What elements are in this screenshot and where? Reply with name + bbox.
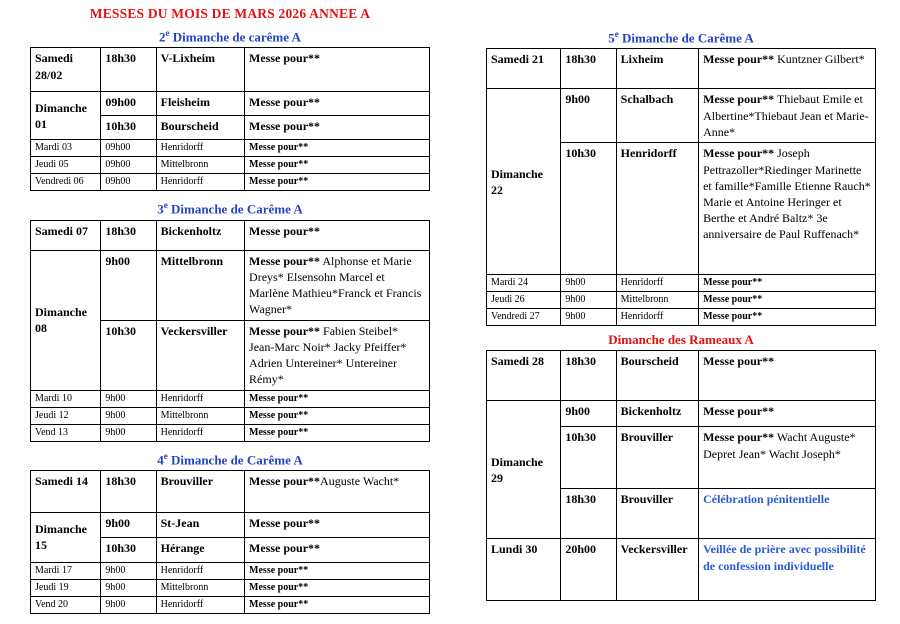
intention-names: Fabien Steibel* Jean-Marc Noir* Jacky Pfeiffer* Adrien Untereiner* Untereiner Rémy*	[249, 323, 407, 387]
table-row	[31, 140, 430, 157]
place-cell: Henridorff	[156, 390, 244, 407]
intention-cell	[699, 351, 876, 401]
day-cell: Dimanche 01	[31, 92, 101, 140]
time-cell: 9h00	[561, 89, 616, 143]
messe-label: Messe pour**	[249, 142, 309, 154]
place-cell: Veckersviller	[616, 539, 698, 601]
time-cell: 09h00	[101, 92, 156, 116]
place-cell: Henridorff	[156, 140, 244, 157]
section-heading: 4e Dimanche de Carême A	[157, 450, 303, 467]
messe-label: Messe pour**	[249, 323, 321, 338]
place-cell: Mittelbronn	[156, 579, 244, 596]
ordinal-suffix: e	[163, 200, 168, 211]
intention-cell	[245, 562, 430, 579]
time-cell: 9h00	[561, 275, 616, 292]
time-cell: 9h00	[561, 401, 616, 427]
place-cell: Bickenholtz	[616, 401, 698, 427]
intention-names: Thiebaut Emile et Albertine*Thiebaut Jean et Marie-Anne*	[703, 92, 869, 139]
messe-label: Messe pour**	[249, 95, 321, 110]
day-cell: Vend 20	[31, 596, 101, 613]
time-cell: 9h00	[101, 596, 156, 613]
messe-label: Messe pour**	[703, 354, 775, 369]
time-cell: 18h30	[101, 470, 156, 512]
intention-cell	[245, 537, 430, 562]
place-cell: Mittelbronn	[156, 407, 244, 424]
intention-cell	[245, 220, 430, 250]
time-cell: 9h00	[101, 512, 156, 537]
day-cell: Vend 13	[31, 424, 101, 441]
place-cell: Brouviller	[156, 470, 244, 512]
table-row	[31, 390, 430, 407]
intention-cell	[699, 309, 876, 326]
time-cell: 18h30	[101, 48, 156, 92]
schedule-section	[486, 26, 876, 326]
time-cell: 18h30	[561, 489, 616, 539]
time-cell: 9h00	[101, 579, 156, 596]
day-cell: Jeudi 26	[487, 292, 561, 309]
place-cell: Hérange	[156, 537, 244, 562]
time-cell: 9h00	[101, 250, 156, 320]
schedule-table	[30, 47, 430, 191]
table-row	[31, 92, 430, 116]
place-cell: Mittelbronn	[616, 292, 698, 309]
table-row	[31, 407, 430, 424]
special-note: Veillée de prière avec possibilité de confession individuelle	[703, 542, 866, 573]
intention-names: Kuntzner Gilbert*	[774, 52, 865, 67]
place-cell: Brouviller	[616, 427, 698, 489]
intention-cell	[245, 390, 430, 407]
day-cell: Dimanche 15	[31, 512, 101, 562]
table-row	[487, 401, 876, 427]
place-cell: Henridorff	[616, 309, 698, 326]
intention-names: Auguste Wacht*	[320, 473, 400, 488]
special-note: Célébration pénitentielle	[703, 492, 830, 507]
day-cell: Mardi 10	[31, 390, 101, 407]
messe-label: Messe pour**	[703, 146, 775, 161]
messe-label: Messe pour**	[249, 176, 309, 188]
intention-cell	[245, 579, 430, 596]
place-cell: Veckersviller	[156, 320, 244, 390]
time-cell: 9h00	[561, 309, 616, 326]
place-cell: Henridorff	[156, 424, 244, 441]
place-cell: Henridorff	[616, 143, 698, 275]
table-row	[487, 275, 876, 292]
time-cell: 10h30	[101, 537, 156, 562]
time-cell: 18h30	[561, 49, 616, 89]
messe-label: Messe pour**	[703, 294, 763, 306]
intention-cell	[699, 49, 876, 89]
table-row	[31, 512, 430, 537]
intention-cell	[245, 470, 430, 512]
table-row	[31, 48, 430, 92]
place-cell: Henridorff	[156, 596, 244, 613]
messe-label: Messe pour**	[249, 159, 309, 171]
intention-cell	[245, 116, 430, 140]
day-cell: Samedi 21	[487, 49, 561, 89]
messe-label: Messe pour**	[249, 473, 321, 488]
table-row	[31, 174, 430, 191]
intention-cell	[245, 512, 430, 537]
ordinal-suffix: e	[165, 28, 170, 38]
place-cell: Schalbach	[616, 89, 698, 143]
intention-names: Joseph Pettrazoller*Riedinger Marinette et famille*Famille Etienne Rauch* Marie et Antoine Heringer et Berthe et André Baltz* 3e anniversaire de Paul Ruffenach*	[703, 146, 871, 242]
section-heading: 3e Dimanche de Carême A	[157, 200, 303, 217]
place-cell: Bickenholtz	[156, 220, 244, 250]
table-row	[487, 292, 876, 309]
day-cell: Mardi 17	[31, 562, 101, 579]
table-row	[487, 89, 876, 143]
messe-label: Messe pour**	[703, 311, 763, 323]
messe-label: Messe pour**	[249, 564, 309, 576]
table-row	[31, 470, 430, 512]
schedule-table	[30, 470, 430, 614]
place-cell: Brouviller	[616, 489, 698, 539]
table-row	[31, 250, 430, 320]
time-cell: 10h30	[101, 116, 156, 140]
table-row	[31, 220, 430, 250]
intention-cell	[245, 424, 430, 441]
place-cell: Henridorff	[156, 174, 244, 191]
day-cell: Mardi 24	[487, 275, 561, 292]
time-cell: 09h00	[101, 157, 156, 174]
messe-label: Messe pour**	[249, 119, 321, 134]
time-cell: 18h30	[101, 220, 156, 250]
day-cell: Samedi 28	[487, 351, 561, 401]
messe-label: Messe pour**	[703, 52, 775, 67]
day-cell: Samedi 14	[31, 470, 101, 512]
table-row	[487, 351, 876, 401]
right-column	[486, 6, 876, 620]
intention-cell	[245, 48, 430, 92]
intention-cell	[245, 407, 430, 424]
time-cell: 20h00	[561, 539, 616, 601]
intention-cell	[699, 489, 876, 539]
time-cell: 09h00	[101, 174, 156, 191]
messe-label: Messe pour**	[703, 277, 763, 289]
messe-label: Messe pour**	[703, 92, 775, 107]
table-row	[31, 157, 430, 174]
place-cell: Fleisheim	[156, 92, 244, 116]
intention-cell	[245, 320, 430, 390]
messe-label: Messe pour**	[249, 540, 321, 555]
time-cell: 10h30	[101, 320, 156, 390]
section-heading: 2e Dimanche de carême A	[159, 28, 301, 45]
day-cell: Dimanche 22	[487, 89, 561, 275]
section-heading: 5e Dimanche de Carême A	[608, 29, 754, 46]
left-column	[30, 6, 430, 620]
intention-cell	[245, 157, 430, 174]
table-row	[487, 309, 876, 326]
schedule-table	[30, 220, 430, 442]
place-cell: Henridorff	[616, 275, 698, 292]
intention-cell	[245, 140, 430, 157]
day-cell: Jeudi 05	[31, 157, 101, 174]
time-cell: 10h30	[561, 427, 616, 489]
day-cell: Lundi 30	[487, 539, 561, 601]
place-cell: St-Jean	[156, 512, 244, 537]
intention-cell	[699, 427, 876, 489]
ordinal-suffix: e	[163, 450, 168, 461]
schedule-section	[486, 332, 876, 601]
table-row	[31, 562, 430, 579]
place-cell: Bourscheid	[616, 351, 698, 401]
table-row	[487, 539, 876, 601]
time-cell: 10h30	[561, 143, 616, 275]
time-cell: 9h00	[101, 407, 156, 424]
day-cell: Jeudi 12	[31, 407, 101, 424]
ordinal-suffix: e	[614, 29, 619, 39]
place-cell: V-Lixheim	[156, 48, 244, 92]
intention-cell	[245, 92, 430, 116]
place-cell: Henridorff	[156, 562, 244, 579]
day-cell: Jeudi 19	[31, 579, 101, 596]
day-cell: Dimanche 08	[31, 250, 101, 390]
day-cell: Mardi 03	[31, 140, 101, 157]
day-cell: Vendredi 06	[31, 174, 101, 191]
place-cell: Mittelbronn	[156, 157, 244, 174]
place-cell: Lixheim	[616, 49, 698, 89]
time-cell: 9h00	[101, 562, 156, 579]
messe-label: Messe pour**	[249, 409, 309, 421]
messe-label: Messe pour**	[249, 598, 309, 610]
table-row	[31, 596, 430, 613]
schedule-section	[30, 448, 430, 614]
day-cell: Samedi 07	[31, 220, 101, 250]
messe-label: Messe pour**	[249, 426, 309, 438]
time-cell: 9h00	[561, 292, 616, 309]
section-heading: Dimanche des Rameaux A	[608, 332, 754, 348]
intention-names: Wacht Auguste* Depret Jean* Wacht Joseph*	[703, 430, 856, 461]
messe-label: Messe pour**	[249, 51, 321, 66]
intention-cell	[699, 401, 876, 427]
messe-label: Messe pour**	[703, 430, 775, 445]
messe-label: Messe pour**	[249, 392, 309, 404]
messe-label: Messe pour**	[703, 404, 775, 419]
day-cell: Samedi 28/02	[31, 48, 101, 92]
intention-cell	[699, 539, 876, 601]
place-cell: Bourscheid	[156, 116, 244, 140]
place-cell: Mittelbronn	[156, 250, 244, 320]
intention-cell	[245, 174, 430, 191]
messe-label: Messe pour**	[249, 581, 309, 593]
messe-label: Messe pour**	[249, 223, 321, 238]
time-cell: 09h00	[101, 140, 156, 157]
schedule-table	[486, 350, 876, 601]
schedule-section	[30, 25, 430, 191]
intention-cell	[699, 292, 876, 309]
day-cell: Vendredi 27	[487, 309, 561, 326]
schedule-section	[30, 197, 430, 441]
intention-names: Alphonse et Marie Dreys* Elsensohn Marcel et Marlène Mathieu*Franck et Francis Wagner*	[249, 253, 422, 317]
time-cell: 18h30	[561, 351, 616, 401]
messe-label: Messe pour**	[249, 515, 321, 530]
messe-label: Messe pour**	[249, 253, 321, 268]
intention-cell	[699, 143, 876, 275]
intention-cell	[245, 250, 430, 320]
intention-cell	[699, 275, 876, 292]
intention-cell	[245, 596, 430, 613]
table-row	[31, 424, 430, 441]
page-title: MESSES DU MOIS DE MARS 2026 ANNEE A	[89, 6, 371, 21]
schedule-table	[486, 48, 876, 326]
table-row	[487, 49, 876, 89]
table-row	[31, 579, 430, 596]
time-cell: 9h00	[101, 390, 156, 407]
intention-cell	[699, 89, 876, 143]
time-cell: 9h00	[101, 424, 156, 441]
day-cell: Dimanche 29	[487, 401, 561, 539]
